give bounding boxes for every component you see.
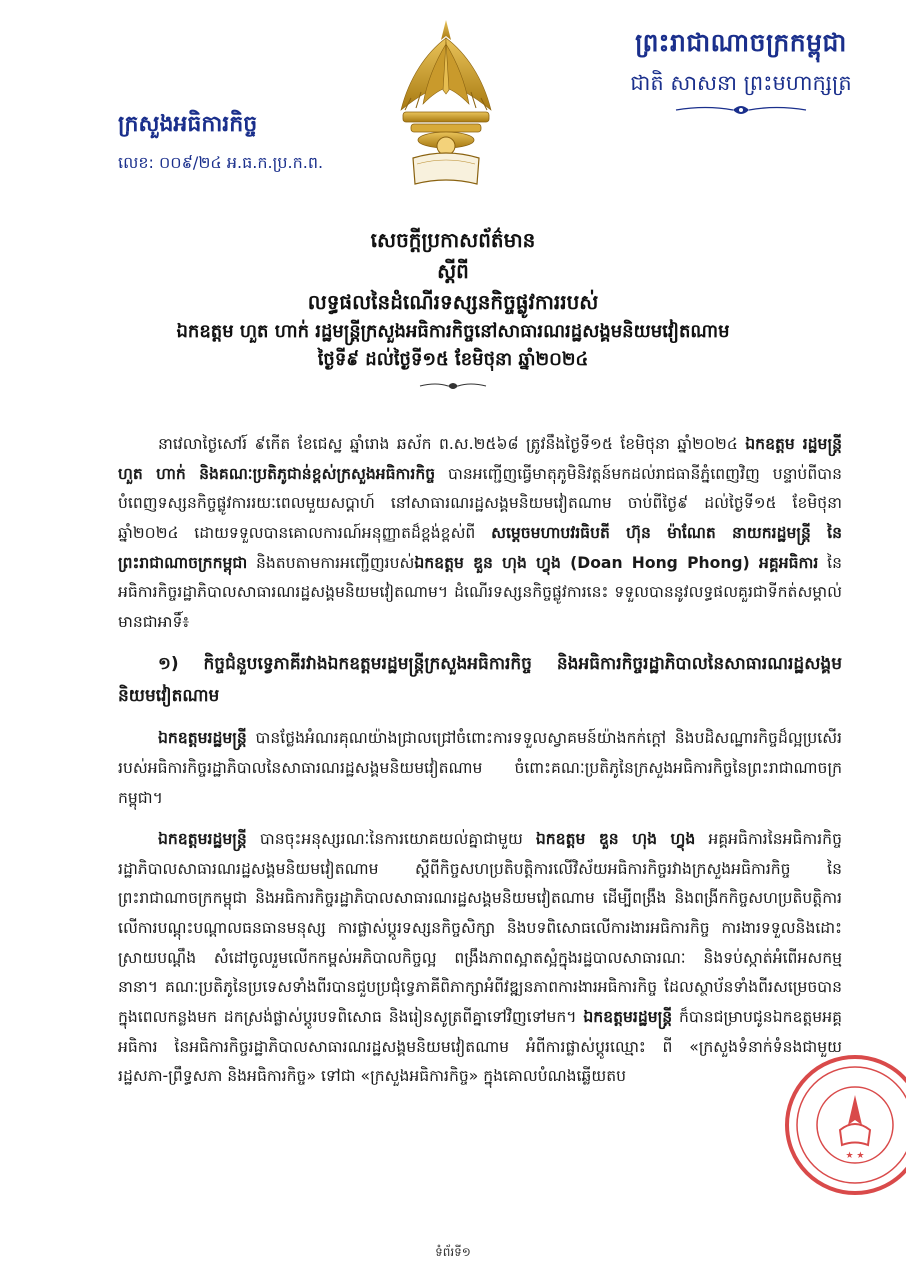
paragraph-text: បានអញ្ជើញធ្វើមាតុភូមិនិវត្តន៍មកដល់រាជធានីភ្នំពេញវិញ បន្ទាប់ពីបានបំពេញទស្សនកិច្ចផ្លូវការរយៈពេលមួយសប្តាហ៍ នៅសាធារណរដ្ឋសង្គមនិយមវៀតណាម ចាប់ពីថ្ងៃ៩ ដល់ថ្ងៃទី១៥ ខែមិថុនា ឆ្នាំ២០២៤ ដោយទទួលបានគោលការណ៍អនុញ្ញាតដ៏ខ្ពង់ខ្ពស់ពី [118,464,842,542]
paragraph-bold: ឯកឧត្តមរដ្ឋមន្ត្រី [583,1007,673,1026]
paragraph-2 [118,724,842,813]
paragraph-bold: ឯកឧត្តមរដ្ឋមន្ត្រី [158,830,247,849]
official-seal-icon [780,1050,906,1200]
paragraph-text: អគ្គអធិការនៃអធិការកិច្ចរដ្ឋាភិបាលសាធារណរដ្ឋសង្គមនិយមវៀតណាម ស្តីពីកិច្ចសហប្រតិបត្តិការលើវិស័យអធិការកិច្ចរវាងក្រសួងអធិការកិច្ច នៃព្រះរាជាណាចក្រកម្ពុជា និងអធិការកិច្ចរដ្ឋាភិបាលសាធារណរដ្ឋសង្គមនិយមវៀតណាម ដើម្បីពង្រឹង និងពង្រីកកិច្ចសហប្រតិបត្តិការលើការបណ្តុះបណ្តាលធនធានមនុស្ស ការផ្លាស់ប្តូរទស្សនកិច្ចសិក្សា និងបទពិសោធលើការងារអធិការកិច្ច ការងារទទួលនិងដោះស្រាយបណ្តឹង សំដៅចូលរួមលើកកម្ពស់អភិបាលកិច្ចល្អ ពង្រឹងភាពស្អាតស្អំក្នុងរដ្ឋបាលសាធារណៈ និងទប់ស្កាត់អំពើអសកម្មនានា។ គណៈប្រតិភូនៃប្រទេសទាំងពីរបានជួបប្រជុំទ្វេភាគីពិភាក្សាអំពីវឌ្ឍនភាពការងារអធិការកិច្ច ដែលស្ថាប័នទាំងពីរសម្រេចបានក្នុងពេលកន្លងមក ដកស្រង់ផ្លាស់ប្តូរបទពិសោធ និងរៀនសូត្រពីគ្នាទៅវិញទៅមក។ [118,830,842,1026]
title-official: ឯកឧត្តម ហួត ហាក់ រដ្ឋមន្ត្រីក្រសួងអធិការកិច្ចនៅសាធារណរដ្ឋសង្គមនិយមវៀតណាម [176,321,730,342]
title-about: ស្តីពី [437,259,469,283]
paragraph-1 [118,430,842,637]
paragraph-text: និងតបតាមការអញ្ជើញរបស់ [247,553,415,572]
kingdom-header [616,28,866,121]
ornament-divider-icon [671,103,811,117]
ministry-name: ក្រសួងអធិការកិច្ច [118,112,258,137]
document-body [118,430,842,1104]
paragraph-bold: ឯកឧត្តមរដ្ឋមន្ត្រី [158,729,247,748]
paragraph-3 [118,825,842,1092]
ministry-emblem-icon [391,18,501,190]
title-subject: លទ្ធផលនៃដំណើរទស្សនកិច្ចផ្លូវការរបស់ [307,290,599,314]
paragraph-bold: ឯកឧត្តម រដ្ឋមន្ត្រី ហួត ហាក់ និងគណៈប្រតិភូជាន់ខ្ពស់ក្រសួងអធិការកិច្ច [118,435,842,483]
reference-number: លេខ: ០០៩/២៤ អ.ធ.ក.ប្រ.ក.ព. [118,153,324,172]
paragraph-text: បានថ្លែងអំណរគុណយ៉ាងជ្រាលជ្រៅចំពោះការទទួលស្វាគមន៍យ៉ាងកក់ក្តៅ និងបដិសណ្ឋារកិច្ចដ៏ល្អប្រសើររបស់អធិការកិច្ចរដ្ឋាភិបាលនៃសាធារណរដ្ឋសង្គមនិយមវៀតណាម ចំពោះគណៈប្រតិភូនៃក្រសួងអធិការកិច្ចនៃព្រះរាជាណាចក្រកម្ពុជា។ [118,729,842,807]
paragraph-text: នាវេលាថ្ងៃសៅរ៍ ៩កើត ខែជេស្ឋ ឆ្នាំរោង ឆស័ក ព.ស.២៥៦៨ ត្រូវនឹងថ្ងៃទី១៥ ខែមិថុនា ឆ្នាំ២០២៤ [158,435,746,453]
ministry-block [118,110,323,176]
paragraph-bold: ឯកឧត្តម ឌួន ហុង ហ្វុង [535,830,696,849]
national-motto: ជាតិ សាសនា ព្រះមហាក្សត្រ [630,71,852,95]
kingdom-name: ព្រះរាជាណាចក្រកម្ពុជា [635,28,847,57]
document-title: សេចក្តីប្រកាសព័ត៌មាន [370,228,536,252]
title-dates: ថ្ងៃទី៩ ដល់ថ្ងៃទី១៥ ខែមិថុនា ឆ្នាំ២០២៤ [317,348,589,370]
paragraph-text: ក៏បានជម្រាបជូនឯកឧត្តមអគ្គអធិការ នៃអធិការកិច្ចរដ្ឋាភិបាលសាធារណរដ្ឋសង្គមនិយមវៀតណាម អំពីការផ្លាស់ប្តូរឈ្មោះ ពី «ក្រសួងទំនាក់ទំនងជាមួយរដ្ឋសភា-ព្រឹទ្ធសភា និងអធិការកិច្ច» ទៅជា «ក្រសួងអធិការកិច្ច» ក្នុងគោលបំណងឆ្លើយតប [118,1007,842,1086]
svg-text:★ ★: ★ ★ [845,1151,865,1161]
paragraph-bold: សម្តេចមហាបវរធិបតី ហ៊ុន ម៉ាណែត នាយករដ្ឋមន្ត្រី នៃព្រះរាជាណាចក្រកម្ពុជា [118,523,843,572]
title-block [60,225,846,392]
ornament-divider-icon [418,380,488,392]
paragraph-text: បានចុះអនុស្សរណៈនៃការយោគយល់គ្នាជាមួយ [246,830,536,849]
section-heading-1: ១) កិច្ចជំនួបទ្វេភាគីរវាងឯកឧត្តមរដ្ឋមន្ត្រីក្រសួងអធិការកិច្ច និងអធិការកិច្ចរដ្ឋាភិបាលនៃសាធារណរដ្ឋសង្គមនិយមវៀតណាម [118,654,842,706]
page-number: ទំព័រទី១ [435,1245,471,1259]
paragraph-text: នៃអធិការកិច្ចរដ្ឋាភិបាលសាធារណរដ្ឋសង្គមនិយមវៀតណាម។ ដំណើរទស្សនកិច្ចផ្លូវការនេះ ទទួលបាននូវលទ្ធផលគួរជាទីកត់សម្គាល់មានជាអាទិ៍៖ [118,553,842,631]
paragraph-bold: ឯកឧត្តម ឌួន ហុង ហ្វុង (Doan Hong Phong) អគ្គអធិការ [414,553,819,572]
